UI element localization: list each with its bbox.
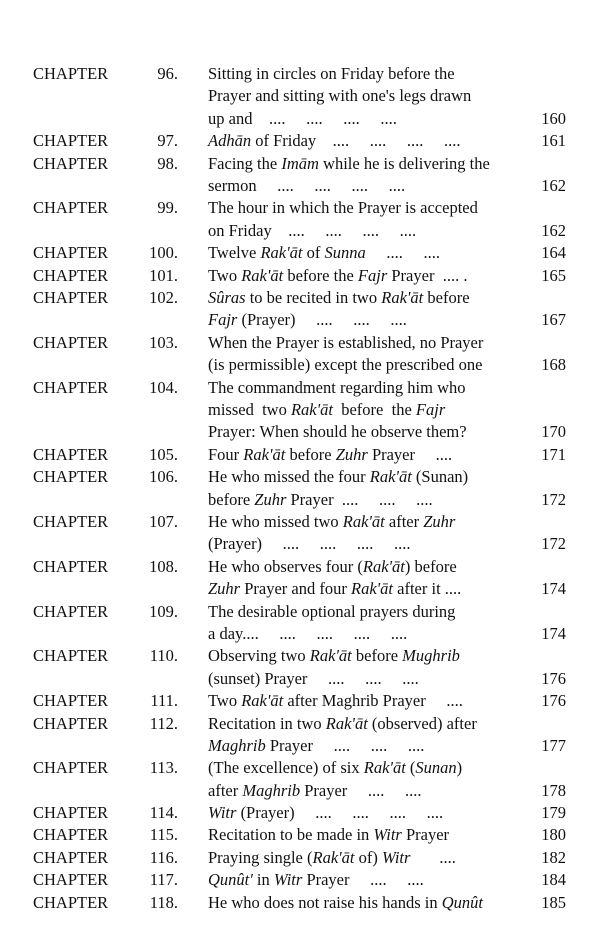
toc-entry <box>0 847 600 869</box>
chapter-title-line: Four Rak'āt before Zuhr Prayer .... <box>208 444 453 464</box>
toc-entry <box>0 242 600 264</box>
toc-entry <box>0 645 600 690</box>
page-number: 177 <box>541 735 566 755</box>
chapter-number: 97. <box>157 131 178 151</box>
chapter-title <box>208 824 528 846</box>
chapter-number: 114. <box>149 803 178 823</box>
toc-entry <box>0 444 600 466</box>
chapter-title <box>208 444 528 466</box>
chapter-label: CHAPTER <box>33 691 109 711</box>
chapter-title-line: Prayer and sitting with one's legs drawn <box>208 86 472 106</box>
toc-entry <box>0 601 600 646</box>
chapter-label: CHAPTER <box>33 243 109 263</box>
chapter-title-line: Sitting in circles on Friday before the <box>208 64 455 83</box>
chapter-number: 107. <box>149 511 178 531</box>
chapter-title <box>208 265 528 287</box>
chapter-title <box>208 153 528 198</box>
chapter-label: CHAPTER <box>33 646 109 666</box>
page-number: 176 <box>541 668 566 688</box>
chapter-label: CHAPTER <box>33 198 109 218</box>
chapter-title-line: Prayer: When should he observe them? <box>208 422 467 442</box>
toc-entry <box>0 377 600 444</box>
chapter-number: 103. <box>149 332 178 352</box>
chapter-number: 109. <box>149 601 178 621</box>
chapter-label: CHAPTER <box>33 803 109 823</box>
page-number: 179 <box>541 803 566 823</box>
chapter-title-line: Recitation in two Rak'āt (observed) after <box>208 713 477 733</box>
page-number: 162 <box>541 175 566 195</box>
chapter-number: 104. <box>149 377 178 397</box>
page-number: 168 <box>541 355 566 375</box>
page-number: 174 <box>541 579 566 599</box>
chapter-title-line: The hour in which the Prayer is accepted <box>208 198 478 218</box>
toc-entry <box>0 466 600 511</box>
chapter-label: CHAPTER <box>33 511 109 531</box>
chapter-title-line: Two Rak'āt before the Fajr Prayer .... . <box>208 265 468 285</box>
chapter-number: 106. <box>149 467 178 487</box>
chapter-title-line: (Prayer) .... .... .... .... <box>208 534 411 554</box>
page-number: 165 <box>541 265 566 285</box>
chapter-title-line: He who observes four (Rak'āt) before <box>208 556 457 576</box>
chapter-label: CHAPTER <box>33 377 109 397</box>
toc-entry <box>0 713 600 758</box>
chapter-title <box>208 713 528 758</box>
chapter-title <box>208 802 528 824</box>
toc-entry <box>0 153 600 198</box>
chapter-label: CHAPTER <box>33 892 109 912</box>
chapter-title-line: Recitation to be made in Witr Prayer <box>208 825 450 845</box>
chapter-number: 110. <box>149 646 178 666</box>
chapter-number: 116. <box>149 847 178 867</box>
page-number: 174 <box>541 623 566 643</box>
chapter-title <box>208 130 528 152</box>
chapter-title-line: Observing two Rak'āt before Mughrib <box>208 646 460 666</box>
chapter-number: 113. <box>149 758 178 778</box>
chapter-label: CHAPTER <box>33 64 109 83</box>
page-number: 180 <box>541 825 566 845</box>
chapter-title <box>208 197 528 242</box>
chapter-title-line: Twelve Rak'āt of Sunna .... .... <box>208 243 440 263</box>
chapter-label: CHAPTER <box>33 153 109 173</box>
chapter-title <box>208 892 528 914</box>
chapter-title-line: (is permissible) except the prescribed one <box>208 355 483 375</box>
toc-entry <box>0 287 600 332</box>
toc-entry <box>0 824 600 846</box>
chapter-title <box>208 847 528 869</box>
chapter-number: 105. <box>149 444 178 464</box>
chapter-number: 108. <box>149 556 178 576</box>
chapter-number: 98. <box>157 153 178 173</box>
chapter-number: 117. <box>149 870 178 890</box>
page-number: 178 <box>541 780 566 800</box>
chapter-title-line: a day.... .... .... .... .... <box>208 623 408 643</box>
toc-entry <box>0 130 600 152</box>
toc-entry <box>0 690 600 712</box>
page-number: 185 <box>541 892 566 912</box>
chapter-title-line: Qunût' in Witr Prayer .... .... <box>208 870 424 890</box>
chapter-title-line: The desirable optional prayers during <box>208 601 456 621</box>
page-number: 172 <box>541 534 566 554</box>
chapter-title-line: missed two Rak'āt before the Fajr <box>208 399 446 419</box>
chapter-title <box>208 332 528 377</box>
page-number: 162 <box>541 220 566 240</box>
chapter-title-line: When the Prayer is established, no Prayer <box>208 332 484 352</box>
chapter-title-line: Two Rak'āt after Maghrib Prayer .... <box>208 691 463 711</box>
chapter-title-line: Witr (Prayer) .... .... .... .... <box>208 803 444 823</box>
toc-entry <box>0 332 600 377</box>
chapter-title <box>208 63 528 130</box>
chapter-title <box>208 645 528 690</box>
chapter-label: CHAPTER <box>33 467 109 487</box>
page-number: 172 <box>541 489 566 509</box>
chapter-label: CHAPTER <box>33 444 109 464</box>
chapter-title-line: He who missed two Rak'āt after Zuhr <box>208 511 456 531</box>
chapter-title-line: Fajr (Prayer) .... .... .... <box>208 310 407 330</box>
chapter-title-line: (The excellence) of six Rak'āt (Sunan) <box>208 758 463 778</box>
chapter-label: CHAPTER <box>33 332 109 352</box>
chapter-title-line: before Zuhr Prayer .... .... .... <box>208 489 433 509</box>
chapter-title-line: The commandment regarding him who <box>208 377 466 397</box>
chapter-label: CHAPTER <box>33 556 109 576</box>
toc-entry <box>0 869 600 891</box>
chapter-title <box>208 556 528 601</box>
chapter-label: CHAPTER <box>33 713 109 733</box>
page-number: 184 <box>541 870 566 890</box>
page-number: 161 <box>541 131 566 151</box>
toc-entry <box>0 892 600 914</box>
page-number: 160 <box>541 108 566 128</box>
chapter-title <box>208 242 528 264</box>
toc-entry <box>0 757 600 802</box>
page-number: 164 <box>541 243 566 263</box>
chapter-title <box>208 511 528 556</box>
chapter-title-line: on Friday .... .... .... .... <box>208 220 417 240</box>
chapter-label: CHAPTER <box>33 847 109 867</box>
chapter-title-line: Zuhr Prayer and four Rak'āt after it .... <box>208 579 462 599</box>
page-number: 171 <box>541 444 566 464</box>
toc-entry <box>0 802 600 824</box>
toc-entry <box>0 511 600 556</box>
chapter-title-line: (sunset) Prayer .... .... .... <box>208 668 419 688</box>
chapter-number: 102. <box>149 287 178 307</box>
chapter-title-line: Adhān of Friday .... .... .... .... <box>208 131 461 151</box>
toc-entry <box>0 63 600 130</box>
chapter-number: 100. <box>149 243 178 263</box>
chapter-title <box>208 601 528 646</box>
chapter-number: 112. <box>149 713 178 733</box>
chapter-title-line: up and .... .... .... .... <box>208 108 397 128</box>
chapter-title <box>208 757 528 802</box>
chapter-label: CHAPTER <box>33 758 109 778</box>
toc-entry <box>0 556 600 601</box>
chapter-number: 99. <box>157 198 178 218</box>
chapter-label: CHAPTER <box>33 287 109 307</box>
chapter-number: 111. <box>150 691 178 711</box>
chapter-label: CHAPTER <box>33 870 109 890</box>
chapter-label: CHAPTER <box>33 825 109 845</box>
chapter-title <box>208 869 528 891</box>
table-of-contents <box>0 63 600 914</box>
chapter-number: 96. <box>157 64 178 83</box>
page-number: 182 <box>541 847 566 867</box>
chapter-title-line: Facing the Imām while he is delivering the <box>208 153 490 173</box>
chapter-number: 115. <box>149 825 178 845</box>
chapter-title-line: after Maghrib Prayer .... .... <box>208 780 422 800</box>
chapter-title-line: He who does not raise his hands in Qunût <box>208 892 483 912</box>
chapter-title <box>208 690 528 712</box>
page-number: 176 <box>541 691 566 711</box>
chapter-label: CHAPTER <box>33 131 109 151</box>
chapter-number: 101. <box>149 265 178 285</box>
chapter-title <box>208 287 528 332</box>
chapter-title <box>208 377 528 444</box>
chapter-title-line: Praying single (Rak'āt of) Witr .... <box>208 847 456 867</box>
chapter-title <box>208 466 528 511</box>
page-number: 167 <box>541 310 566 330</box>
chapter-title-line: Maghrib Prayer .... .... .... <box>208 735 425 755</box>
page-number: 170 <box>541 422 566 442</box>
toc-entry <box>0 197 600 242</box>
chapter-number: 118. <box>149 892 178 912</box>
toc-entry <box>0 265 600 287</box>
chapter-title-line: Sûras to be recited in two Rak'āt before <box>208 287 470 307</box>
chapter-title-line: He who missed the four Rak'āt (Sunan) <box>208 467 469 487</box>
chapter-label: CHAPTER <box>33 601 109 621</box>
chapter-label: CHAPTER <box>33 265 109 285</box>
chapter-title-line: sermon .... .... .... .... <box>208 175 406 195</box>
